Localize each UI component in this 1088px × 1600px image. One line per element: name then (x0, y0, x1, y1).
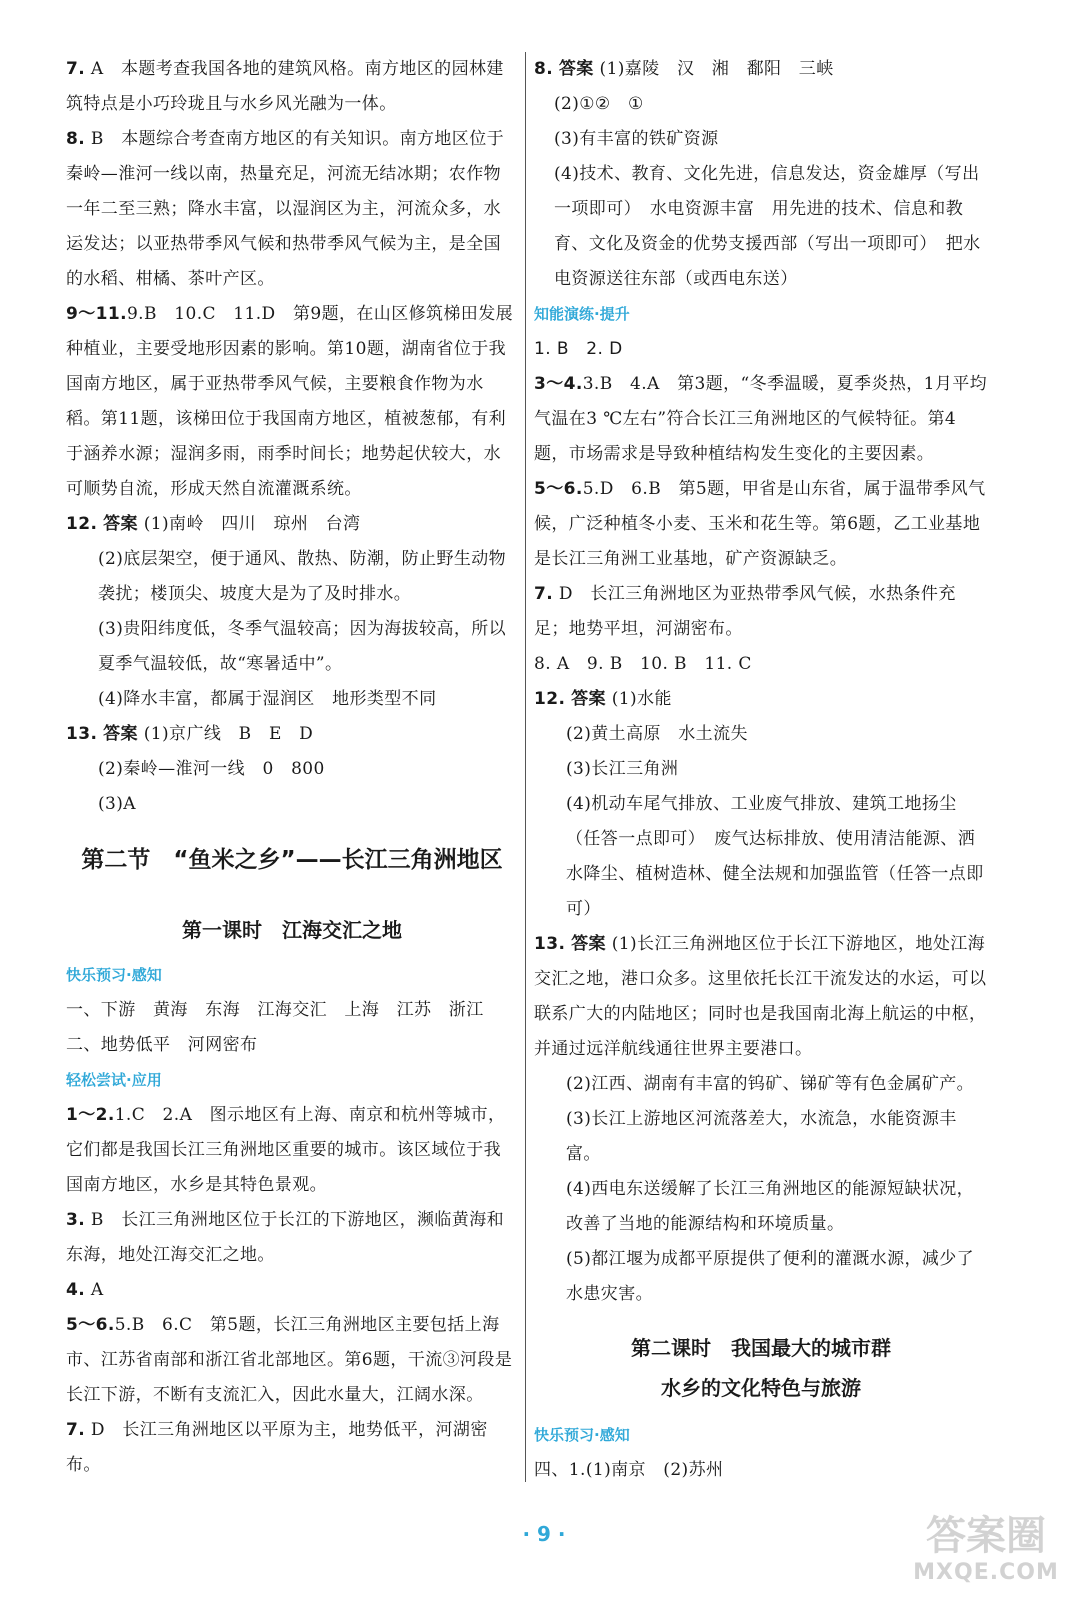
answer-line: (5)都江堰为成都平原提供了便利的灌溉水源，减少了水患灾害。 (566, 1249, 975, 1304)
answer-label: 答案 (558, 59, 594, 79)
question-number: 12. (534, 689, 566, 709)
answer-9-11 (66, 297, 518, 507)
answer-line: (2)底层架空，便于通风、散热、防潮，防止野生动物袭扰；楼顶尖、坡度大是为了及时排水。 (98, 549, 507, 604)
question-number: 7. (66, 1420, 86, 1440)
answer-text: 5.D 6.B 第5题，甲省是山东省，属于温带季风气候，广泛种植冬小麦、玉米和花生等。第6题，乙工业基地是长江三角洲工业基地，矿产资源缺乏。 (534, 479, 986, 569)
answer-line: (4)技术、教育、文化先进，信息发达，资金雄厚（写出一项即可） 水电资源丰富 用先进的技术、信息和教育、文化及资金的优势支援西部（写出一项即可） 把水电资源送往东部（或西电东送） (554, 164, 981, 289)
question-number: 7. (66, 59, 86, 79)
section-label-preview: 快乐预习·感知 (534, 1426, 630, 1444)
answer-5-6-right (534, 472, 988, 577)
question-number: 7. (534, 584, 554, 604)
question-number: 4. (66, 1280, 86, 1300)
answer-line: (1)南岭 四川 琼州 台湾 (143, 514, 361, 534)
answer-line: (2)黄土高原 水土流失 (566, 724, 748, 744)
page-number: · 9 · (522, 1522, 566, 1546)
lesson-title: 第二课时 我国最大的城市群 (631, 1336, 891, 1360)
answer-8-11: 8. A 9. B 10. B 11. C (534, 654, 752, 674)
answer-label: 答案 (571, 689, 606, 709)
answer-line: (4)机动车尾气排放、工业废气排放、建筑工地扬尘（任答一点即可） 废气达标排放、使用清洁能源、洒水降尘、植树造林、健全法规和加强监管（任答一点即可） (566, 794, 984, 919)
answer-label: 答案 (571, 934, 606, 954)
preview-line: 一、下游 黄海 东海 江海交汇 上海 江苏 浙江 (66, 1000, 484, 1020)
lesson-subtitle: 水乡的文化特色与旅游 (661, 1376, 861, 1400)
question-number: 3～4. (534, 374, 583, 394)
question-number: 8. (534, 59, 554, 79)
answer-1-2-right: 1. B 2. D (534, 339, 623, 359)
question-number: 13. (66, 724, 98, 744)
answer-text: 1.C 2.A 图示地区有上海、南京和杭州等城市，它们都是我国长江三角洲地区重要的城市。该区域位于我国南方地区，水乡是其特色景观。 (66, 1105, 506, 1195)
answer-line: (1)水能 (611, 689, 672, 709)
answer-text: 5.B 6.C 第5题，长江三角洲地区主要包括上海市、江苏省南部和浙江省北部地区。第6题，干流③河段是长江下游，不断有支流汇入，因此水量大，江阔水深。 (66, 1315, 513, 1405)
answer-7-right (534, 577, 988, 647)
answer-line: (1)嘉陵 汉 湘 鄱阳 三峡 (599, 59, 834, 79)
answer-line: (4)降水丰富，都属于湿润区 地形类型不同 (98, 689, 437, 709)
preview-line: 二、地势低平 河网密布 (66, 1035, 258, 1055)
answer-text: A (90, 1280, 104, 1300)
answer-line: (4)西电东送缓解了长江三角洲地区的能源短缺状况，改善了当地的能源结构和环境质量。 (566, 1179, 975, 1234)
answer-12 (66, 507, 518, 717)
watermark-logo (906, 1512, 1066, 1592)
answer-3-4 (534, 367, 988, 472)
answer-text: D 长江三角洲地区为亚热带季风气候，水热条件充足；地势平坦，河湖密布。 (534, 584, 956, 639)
question-number: 5～6. (66, 1315, 115, 1335)
answer-8 (66, 122, 518, 297)
answer-12-right (534, 682, 988, 927)
answer-text: 3.B 4.A 第3题，“冬季温暖，夏季炎热，1月平均气温在3 ℃左右”符合长江三角洲地区的气候特征。第4题，市场需求是导致种植结构发生变化的主要因素。 (534, 374, 988, 464)
answer-7 (66, 52, 518, 122)
question-number: 12. (66, 514, 98, 534)
answer-7b (66, 1413, 518, 1483)
answer-line: (2)①② ① (554, 94, 644, 114)
answer-13-right (534, 927, 988, 1312)
answer-line: (3)长江上游地区河流落差大，水流急，水能资源丰富。 (566, 1109, 957, 1164)
left-column (66, 52, 518, 1483)
section-label-preview: 快乐预习·感知 (66, 966, 162, 984)
watermark-text: 答案圈 (926, 1513, 1046, 1559)
answer-8-right (534, 52, 988, 297)
answer-line: (3)A (98, 794, 136, 814)
watermark-url: MXQE.COM (913, 1560, 1059, 1585)
preview-line: 四、1.(1)南京 (2)苏州 (534, 1460, 724, 1480)
answer-line: (2)江西、湖南有丰富的钨矿、锑矿等有色金属矿产。 (566, 1074, 975, 1094)
answer-1-2 (66, 1098, 518, 1203)
answer-4 (66, 1273, 518, 1308)
section-title: 第二节 “鱼米之乡”——长江三角洲地区 (81, 847, 503, 873)
question-number: 3. (66, 1210, 86, 1230)
column-divider (525, 52, 526, 1482)
lesson-title: 第一课时 江海交汇之地 (182, 918, 402, 942)
answer-line: (1)京广线 B E D (143, 724, 314, 744)
answer-line: (3)有丰富的铁矿资源 (554, 129, 719, 149)
answer-text: B 长江三角洲地区位于长江的下游地区，濒临黄海和东海，地处江海交汇之地。 (66, 1210, 504, 1265)
question-number: 13. (534, 934, 566, 954)
question-number: 8. (66, 129, 86, 149)
question-number: 1～2. (66, 1105, 115, 1125)
answer-text: B 本题综合考查南方地区的有关知识。南方地区位于秦岭—淮河一线以南，热量充足，河流无结冰期；农作物一年二至三熟；降水丰富，以湿润区为主，河流众多，水运发达；以亚热带季风气候和热带季风气候为主，是全国的水稻、柑橘、茶叶产区。 (66, 129, 504, 289)
answer-13 (66, 717, 518, 822)
right-column (534, 52, 988, 1488)
question-number: 9～11. (66, 304, 127, 324)
answer-line: (2)秦岭—淮河一线 0 800 (98, 759, 325, 779)
answer-3 (66, 1203, 518, 1273)
answer-text: D 长江三角洲地区以平原为主，地势低平，河湖密布。 (66, 1420, 488, 1475)
section-label-practice: 知能演练·提升 (534, 305, 630, 323)
answer-label: 答案 (103, 724, 138, 744)
answer-line: (1)长江三角洲地区位于长江下游地区，地处江海交汇之地，港口众多。这里依托长江干流发达的水运，可以联系广大的内陆地区；同时也是我国南北海上航运的中枢，并通过远洋航线通往世界主要港口。 (534, 934, 987, 1059)
answer-line: (3)贵阳纬度低，冬季气温较高；因为海拔较高，所以夏季气温较低，故“寒暑适中”。 (98, 619, 507, 674)
answer-text: 9.B 10.C 11.D 第9题，在山区修筑梯田发展种植业，主要受地形因素的影响。第10题，湖南省位于我国南方地区，属于亚热带季风气候，主要粮食作物为水稻。第11题，该梯田位于我国南方地区，植被葱郁，有利于涵养水源；湿润多雨，雨季时间长；地势起伏较大，水可顺势自流，形成天然自流灌溉系统。 (66, 304, 513, 499)
answer-text: A 本题考查我国各地的建筑风格。南方地区的园林建筑特点是小巧玲珑且与水乡风光融为一体。 (66, 59, 504, 114)
answer-label: 答案 (103, 514, 138, 534)
section-label-try: 轻松尝试·应用 (66, 1071, 162, 1089)
answer-line: (3)长江三角洲 (566, 759, 679, 779)
answer-5-6 (66, 1308, 518, 1413)
question-number: 5～6. (534, 479, 583, 499)
